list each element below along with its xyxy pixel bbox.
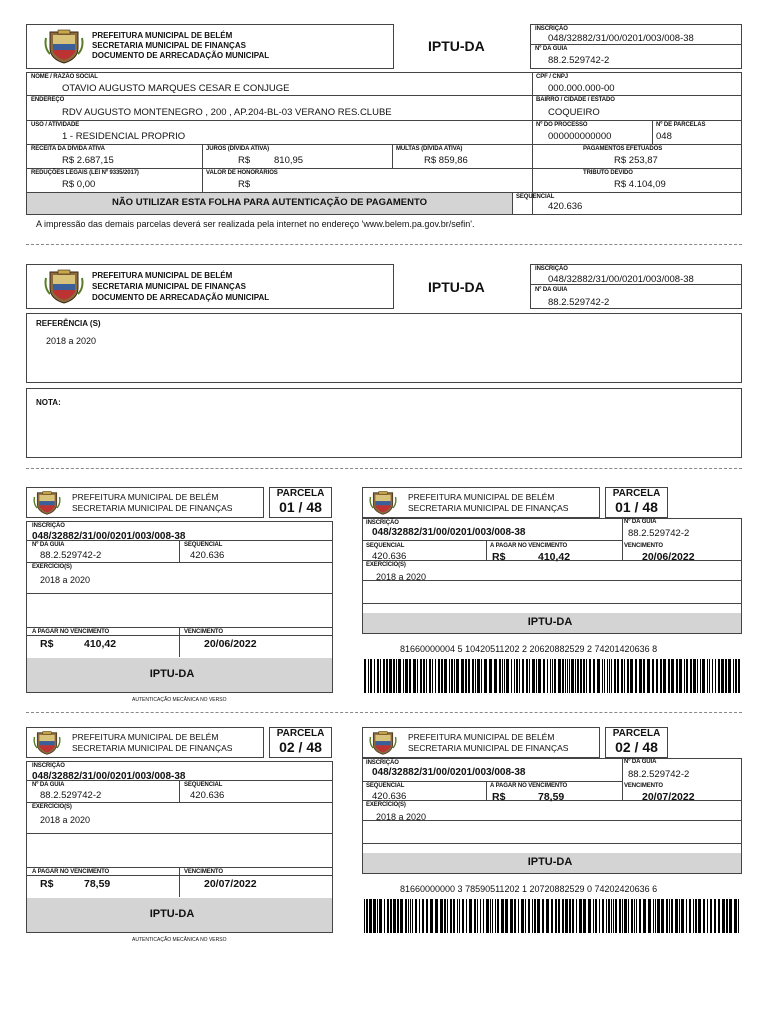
parcelas-label: Nº DE PARCELAS (656, 122, 706, 128)
valor-a-pagar: 78,59 (84, 878, 111, 890)
linha-digitavel: 81660000000 3 78590511202 1 20720882529 0 74202420636 6 (400, 884, 658, 894)
tributo-label: TRIBUTO DEVIDO (583, 170, 633, 176)
inscricao-value: 048/32882/31/00/0201/003/008-38 (548, 33, 694, 44)
multas-label: MULTAS (DÍVIDA ATIVA) (396, 146, 463, 152)
currency: R$ (492, 791, 506, 803)
aviso-text: NÃO UTILIZAR ESTA FOLHA PARA AUTENTICAÇÃO DE PAGAMENTO (111, 197, 428, 208)
stub-secretaria: SECRETARIA MUNICIPAL DE FINANÇAS (72, 503, 233, 513)
exercicio-label: EXERCÍCIO(S) (366, 562, 406, 568)
guia-label: Nº DA GUIA (624, 519, 657, 525)
sequencial-value: 420.636 (372, 791, 407, 802)
parcela-number: 01 / 48 (615, 499, 658, 515)
nome-value: OTAVIO AUGUSTO MARQUES CESAR E CONJUGE (62, 83, 290, 94)
brasao-logo-icon (33, 490, 61, 515)
valor-a-pagar: 410,42 (84, 638, 117, 650)
cut-line-1 (26, 244, 742, 245)
a-pagar-label: A PAGAR NO VENCIMENTO (32, 629, 110, 635)
nome-label: NOME / RAZÃO SOCIAL (31, 74, 98, 80)
secretaria-title: SECRETARIA MUNICIPAL DE FINANÇAS (92, 282, 246, 291)
inscricao-label: INSCRIÇÃO (366, 520, 399, 526)
parcela-number: 02 / 48 (615, 739, 658, 755)
pagamentos-label: PAGAMENTOS EFETUADOS (583, 146, 663, 152)
brasao-logo-icon (369, 490, 397, 515)
guia-value: 88.2.529742-2 (628, 528, 690, 539)
inscricao-label: INSCRIÇÃO (32, 763, 65, 769)
uso-value: 1 - RESIDENCIAL PROPRIO (62, 131, 186, 142)
inscricao-value: 048/32882/31/00/0201/003/008-38 (32, 531, 186, 542)
currency: R$ (40, 638, 54, 650)
uso-label: USO / ATIVIDADE (31, 122, 80, 128)
vencimento-value: 20/06/2022 (204, 638, 257, 650)
exercicio-label: EXERCÍCIO(S) (32, 804, 72, 810)
inscricao-value: 048/32882/31/00/0201/003/008-38 (372, 767, 526, 778)
nota-label: NOTA: (36, 398, 61, 407)
prefeitura-title: PREFEITURA MUNICIPAL DE BELÉM (92, 31, 233, 40)
cpf-label: CPF / CNPJ (536, 74, 569, 80)
brasao-logo-icon (33, 730, 61, 755)
vencimento-label: VENCIMENTO (624, 543, 663, 549)
parcela-number: 02 / 48 (279, 739, 322, 755)
valor-a-pagar: 410,42 (538, 551, 571, 563)
cpf-value: 000.000.000-00 (548, 83, 615, 94)
prefeitura-title: PREFEITURA MUNICIPAL DE BELÉM (92, 271, 233, 280)
documento-title: DOCUMENTO DE ARRECADAÇÃO MUNICIPAL (92, 51, 270, 60)
guia-label: Nº DA GUIA (32, 542, 65, 548)
sequencial-label: SEQUENCIAL (366, 783, 405, 789)
referencia-value: 2018 a 2020 (46, 336, 97, 346)
doc-type-title: IPTU-DA (428, 279, 485, 295)
guia-value: 88.2.529742-2 (40, 550, 102, 561)
guia-value: 88.2.529742-2 (548, 55, 610, 66)
guia-value: 88.2.529742-2 (40, 790, 102, 801)
bairro-value: COQUEIRO (548, 107, 600, 118)
reducoes-value: R$ 0,00 (62, 179, 96, 190)
juros-label: JUROS (DÍVIDA ATIVA) (206, 146, 270, 152)
iptu-banner-text: IPTU-DA (527, 616, 573, 628)
inscricao-label: INSCRIÇÃO (366, 760, 399, 766)
parcela-label: PARCELA (612, 488, 661, 499)
linha-digitavel: 81660000004 5 10420511202 2 20620882529 2 74201420636 8 (400, 644, 658, 654)
iptu-banner-text: IPTU-DA (149, 908, 195, 920)
exercicio-value: 2018 a 2020 (40, 815, 91, 825)
secretaria-title: SECRETARIA MUNICIPAL DE FINANÇAS (92, 41, 246, 50)
vencimento-label: VENCIMENTO (624, 783, 663, 789)
guia-label: Nº DA GUIA (624, 759, 657, 765)
vencimento-label: VENCIMENTO (184, 869, 223, 875)
iptu-banner-text: IPTU-DA (527, 856, 573, 868)
iptu-banner-text: IPTU-DA (149, 668, 195, 680)
guia-label: Nº DA GUIA (32, 782, 65, 788)
honorarios-value: R$ (238, 179, 251, 190)
processo-value: 000000000000 (548, 131, 612, 142)
currency: R$ (40, 878, 54, 890)
juros-value: 810,95 (274, 155, 304, 166)
guia-value: 88.2.529742-2 (548, 297, 610, 308)
brasao-logo-icon (44, 268, 84, 304)
stub-secretaria: SECRETARIA MUNICIPAL DE FINANÇAS (72, 743, 233, 753)
stub-secretaria: SECRETARIA MUNICIPAL DE FINANÇAS (408, 743, 569, 753)
endereco-value: RDV AUGUSTO MONTENEGRO , 200 , AP.204-BL-03 VERANO RES.CLUBE (62, 107, 392, 118)
inscricao-value: 048/32882/31/00/0201/003/008-38 (372, 527, 526, 538)
parcela-number: 01 / 48 (279, 499, 322, 515)
documento-title: DOCUMENTO DE ARRECADAÇÃO MUNICIPAL (92, 293, 270, 302)
parcela-label: PARCELA (276, 488, 325, 499)
reducoes-label: REDUÇÕES LEGAIS (LEI Nº 9335/2017) (31, 170, 139, 176)
sequencial-label: SEQUENCIAL (184, 542, 223, 548)
parcela-label: PARCELA (612, 728, 661, 739)
exercicio-value: 2018 a 2020 (376, 572, 427, 582)
vencimento-value: 20/07/2022 (642, 791, 695, 803)
guia-value: 88.2.529742-2 (628, 769, 690, 780)
inscricao-label: INSCRIÇÃO (535, 266, 568, 272)
a-pagar-label: A PAGAR NO VENCIMENTO (490, 543, 568, 549)
guia-label: Nº DA GUIA (535, 287, 568, 293)
brasao-logo-icon (44, 28, 84, 64)
a-pagar-label: A PAGAR NO VENCIMENTO (32, 869, 110, 875)
vencimento-value: 20/07/2022 (204, 878, 257, 890)
pagamentos-value: R$ 253,87 (614, 155, 658, 166)
barcode (364, 899, 742, 933)
sequencial-value: 420.636 (190, 550, 225, 561)
stub-prefeitura: PREFEITURA MUNICIPAL DE BELÉM (408, 732, 555, 742)
sequencial-label: SEQUENCIAL (184, 782, 223, 788)
internet-note: A impressão das demais parcelas deverá ser realizada pela internet no endereço 'www.belem.pa.gov.br/sefin'. (36, 219, 475, 229)
autenticacao-note: AUTENTICAÇÃO MECÂNICA NO VERSO (132, 697, 227, 703)
exercicio-label: EXERCÍCIO(S) (366, 802, 406, 808)
parcelas-value: 048 (656, 131, 672, 142)
sequencial-value: 420.636 (548, 201, 583, 212)
exercicio-value: 2018 a 2020 (40, 575, 91, 585)
multas-value: R$ 859,86 (424, 155, 468, 166)
inscricao-value: 048/32882/31/00/0201/003/008-38 (32, 771, 186, 782)
processo-label: Nº DO PROCESSO (536, 122, 588, 128)
stub-prefeitura: PREFEITURA MUNICIPAL DE BELÉM (408, 492, 555, 502)
cut-line-3 (26, 712, 742, 713)
receita-value: R$ 2.687,15 (62, 155, 114, 166)
sequencial-value: 420.636 (372, 551, 407, 562)
honorarios-label: VALOR DE HONORÁRIOS (206, 170, 278, 176)
inscricao-label: INSCRIÇÃO (32, 523, 65, 529)
exercicio-label: EXERCÍCIO(S) (32, 564, 72, 570)
autenticacao-note: AUTENTICAÇÃO MECÂNICA NO VERSO (132, 937, 227, 943)
inscricao-value: 048/32882/31/00/0201/003/008-38 (548, 274, 694, 285)
stub-prefeitura: PREFEITURA MUNICIPAL DE BELÉM (72, 732, 219, 742)
sequencial-value: 420.636 (190, 790, 225, 801)
cut-line-2 (26, 468, 742, 469)
parcela-label: PARCELA (276, 728, 325, 739)
valor-a-pagar: 78,59 (538, 791, 565, 803)
barcode (364, 659, 742, 693)
referencia-label: REFERÊNCIA (S) (36, 319, 101, 328)
vencimento-label: VENCIMENTO (184, 629, 223, 635)
receita-label: RECEITA DA DÍVIDA ATIVA (31, 146, 105, 152)
sequencial-label: SEQUENCIAL (366, 543, 405, 549)
endereco-label: ENDEREÇO (31, 97, 65, 103)
stub-prefeitura: PREFEITURA MUNICIPAL DE BELÉM (72, 492, 219, 502)
bairro-label: BAIRRO / CIDADE / ESTADO (536, 97, 615, 103)
a-pagar-label: A PAGAR NO VENCIMENTO (490, 783, 568, 789)
juros-currency: R$ (238, 155, 251, 166)
inscricao-label: INSCRIÇÃO (535, 26, 568, 32)
referencia-box (26, 313, 742, 383)
brasao-logo-icon (369, 730, 397, 755)
currency: R$ (492, 551, 506, 563)
exercicio-value: 2018 a 2020 (376, 812, 427, 822)
tributo-value: R$ 4.104,09 (614, 179, 666, 190)
nota-box (26, 388, 742, 458)
vencimento-value: 20/06/2022 (642, 551, 695, 563)
guia-label: Nº DA GUIA (535, 46, 568, 52)
doc-type-title: IPTU-DA (428, 38, 485, 54)
stub-secretaria: SECRETARIA MUNICIPAL DE FINANÇAS (408, 503, 569, 513)
sequencial-label: SEQUENCIAL (516, 194, 555, 200)
